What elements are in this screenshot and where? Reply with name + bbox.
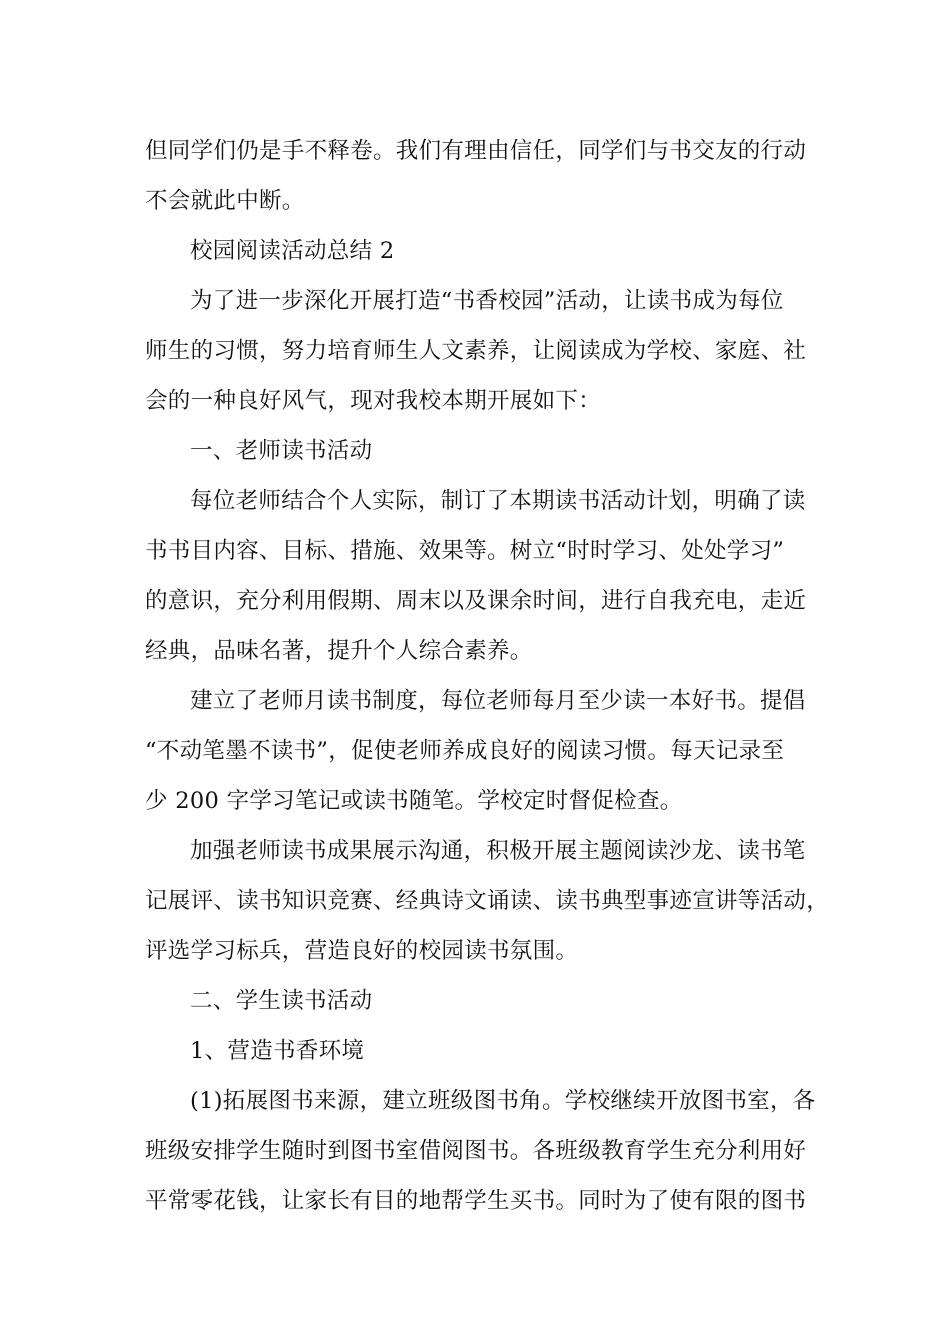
text-line: 但同学们仍是手不释卷。我们有理由信任，同学们与书交友的行动 (145, 138, 807, 164)
subsection-heading: 1、营造书香环境 (190, 1038, 365, 1064)
text-line: 会的一种良好风气，现对我校本期开展如下： (145, 388, 602, 414)
text-line: 不会就此中断。 (145, 188, 305, 214)
text-line: 经典，品味名著，提升个人综合素养。 (145, 638, 533, 664)
section-heading: 二、学生读书活动 (190, 988, 373, 1014)
text-line: 每位老师结合个人实际，制订了本期读书活动计划，明确了读 (190, 488, 806, 514)
text-line: 评选学习标兵，营造良好的校园读书氛围。 (145, 938, 579, 964)
text-line: 加强老师读书成果展示沟通，积极开展主题阅读沙龙、读书笔 (190, 838, 806, 864)
text-line: 班级安排学生随时到图书室借阅图书。各班级教育学生充分利用好 (145, 1138, 807, 1164)
text-line: 少 200 字学习笔记或读书随笔。学校定时督促检查。 (145, 788, 683, 814)
text-line: 师生的习惯，努力培育师生人文素养，让阅读成为学校、家庭、社 (145, 338, 807, 364)
text-line: 建立了老师月读书制度，每位老师每月至少读一本好书。提倡 (190, 688, 806, 714)
text-line: 为了进一步深化开展打造“书香校园”活动，让读书成为每位 (190, 288, 784, 314)
text-line: “不动笔墨不读书”，促使老师养成良好的阅读习惯。每天记录至 (145, 738, 785, 764)
text-line: 平常零花钱，让家长有目的地帮学生买书。同时为了使有限的图书 (145, 1188, 807, 1214)
text-line: (1)拓展图书来源，建立班级图书角。学校继续开放图书室，各 (190, 1088, 816, 1114)
section-heading: 校园阅读活动总结 2 (190, 238, 395, 264)
section-heading: 一、老师读书活动 (190, 438, 373, 464)
text-line: 书书目内容、目标、措施、效果等。树立“时时学习、处处学习” (145, 538, 785, 564)
text-line: 的意识，充分利用假期、周末以及课余时间，进行自我充电，走近 (145, 588, 807, 614)
text-line: 记展评、读书知识竞赛、经典诗文诵读、读书典型事迹宣讲等活动， (145, 888, 830, 914)
